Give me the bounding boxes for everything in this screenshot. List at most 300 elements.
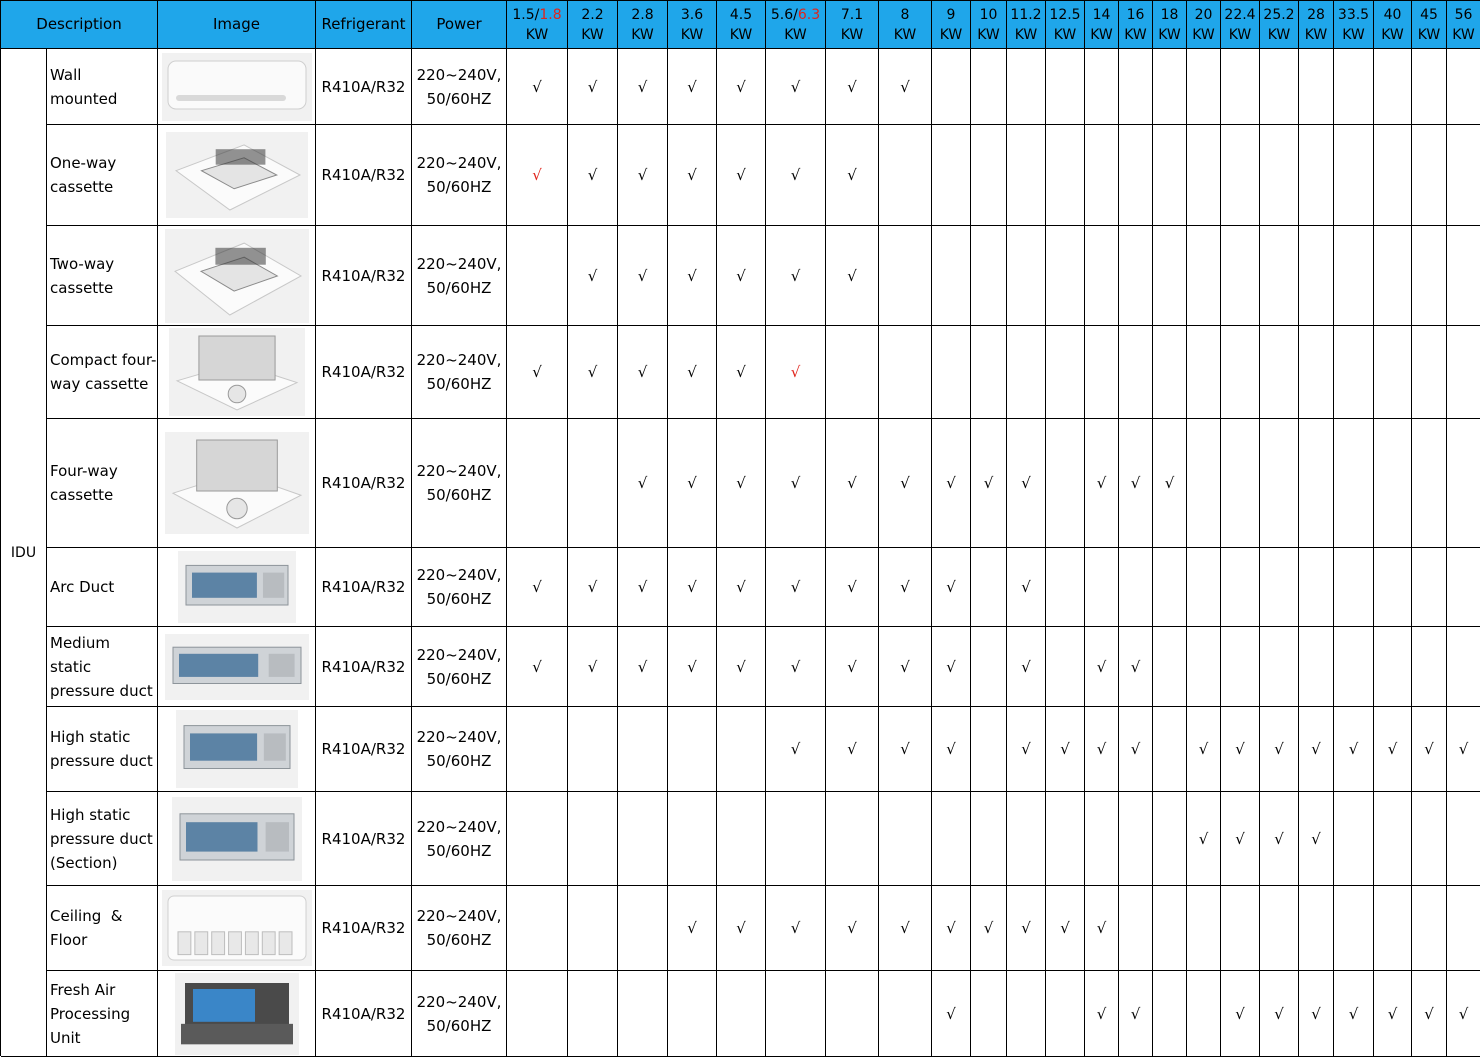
header-capacity-17	[1260, 1, 1299, 49]
capacity-cell	[668, 326, 717, 419]
capacity-cell	[1085, 419, 1119, 548]
capacity-cell	[1334, 419, 1374, 548]
capacity-cell	[879, 707, 932, 792]
capacity-cell	[717, 226, 766, 326]
refrigerant-value: R410A/R32	[321, 740, 406, 758]
row-image	[158, 419, 316, 548]
check-mark: √	[847, 266, 857, 285]
capacity-cell	[766, 125, 826, 226]
refrigerant-value: R410A/R32	[321, 578, 406, 596]
capacity-cell	[932, 548, 971, 627]
capacity-cell	[1046, 792, 1085, 886]
power-value	[417, 459, 502, 507]
capacity-cell	[879, 627, 932, 707]
check-mark: √	[587, 77, 598, 96]
description-text	[50, 63, 117, 111]
capacity-cell	[971, 707, 1007, 792]
capacity-cell	[668, 792, 717, 886]
capacity-cell	[1299, 971, 1334, 1057]
capacity-cell	[618, 125, 668, 226]
check-mark: √	[790, 363, 801, 381]
check-mark: √	[637, 363, 648, 381]
check-mark: √	[687, 919, 697, 937]
group-label-text: IDU	[10, 544, 37, 561]
capacity-value	[1127, 5, 1145, 25]
capacity-unit-label: KW	[1267, 26, 1291, 43]
capacity-cell	[1299, 125, 1334, 226]
check-mark: √	[1096, 740, 1107, 758]
power-line: 50/60HZ	[426, 590, 492, 608]
capacity-cell	[1447, 971, 1480, 1057]
capacity-number: 5.6/	[770, 6, 798, 23]
check-mark: √	[1235, 829, 1245, 848]
capacity-cell	[932, 627, 971, 707]
two-way-cassette-image	[165, 229, 309, 323]
capacity-number: 18	[1160, 6, 1179, 23]
capacity-cell	[1221, 226, 1260, 326]
header-refrigerant	[316, 1, 412, 49]
capacity-cell	[1374, 419, 1412, 548]
capacity-cell	[879, 792, 932, 886]
check-mark: √	[687, 578, 697, 596]
power-line: 50/60HZ	[426, 278, 492, 297]
row-refrigerant	[316, 627, 412, 707]
header-capacity-18	[1299, 1, 1334, 49]
capacity-cell	[1374, 125, 1412, 226]
refrigerant-value: R410A/R32	[321, 166, 406, 184]
capacity-cell	[717, 627, 766, 707]
capacity-cell	[826, 419, 879, 548]
capacity-cell	[568, 49, 618, 125]
row-refrigerant	[316, 125, 412, 226]
power-line: 50/60HZ	[426, 931, 492, 949]
capacity-cell	[1412, 419, 1447, 548]
capacity-cell	[1085, 792, 1119, 886]
capacity-cell	[766, 627, 826, 707]
check-mark: √	[900, 919, 910, 937]
check-mark: √	[790, 657, 801, 676]
check-mark: √	[1235, 740, 1245, 758]
capacity-cell	[1412, 226, 1447, 326]
capacity-unit	[1015, 25, 1038, 45]
capacity-cell	[1007, 792, 1046, 886]
capacity-cell	[1374, 792, 1412, 886]
capacity-cell	[1119, 548, 1153, 627]
capacity-cell	[1334, 971, 1374, 1057]
check-mark: √	[900, 77, 910, 96]
description-line: mounted	[50, 89, 118, 108]
capacity-cell	[1187, 886, 1221, 971]
check-mark: √	[587, 166, 598, 184]
description-line: High static	[50, 728, 131, 746]
capacity-cell	[1412, 548, 1447, 627]
header-capacity-8	[932, 1, 971, 49]
row-description	[47, 419, 158, 548]
header-capacity-19	[1334, 1, 1374, 49]
power-value	[417, 63, 502, 111]
capacity-number: 25.2	[1263, 6, 1295, 23]
capacity-cell	[1334, 792, 1374, 886]
power-line: 50/60HZ	[426, 375, 492, 393]
capacity-cell	[507, 49, 568, 125]
capacity-value	[947, 5, 956, 25]
capacity-cell	[1007, 548, 1046, 627]
capacity-cell	[1046, 326, 1085, 419]
row-power	[412, 792, 507, 886]
capacity-cell	[1412, 49, 1447, 125]
check-mark: √	[847, 657, 857, 676]
check-mark: √	[1130, 740, 1141, 758]
header-capacity-13	[1119, 1, 1153, 49]
row-image	[158, 627, 316, 707]
capacity-unit-label: KW	[784, 26, 807, 43]
description-line: One-way	[50, 154, 117, 172]
header-capacity-15	[1187, 1, 1221, 49]
capacity-cell	[932, 226, 971, 326]
check-mark: √	[900, 578, 910, 596]
check-mark: √	[946, 740, 956, 758]
description-text	[50, 252, 114, 300]
header-image-label: Image	[213, 15, 260, 33]
description-line: Compact four-	[50, 351, 157, 369]
capacity-number: 1.5/	[512, 6, 540, 23]
capacity-cell	[1085, 125, 1119, 226]
check-mark: √	[736, 919, 746, 937]
row-power	[412, 971, 507, 1057]
header-capacity-0	[507, 1, 568, 49]
check-mark: √	[983, 474, 994, 492]
capacity-cell	[1119, 419, 1153, 548]
capacity-cell	[1085, 971, 1119, 1057]
fresh-air-unit-image	[175, 973, 299, 1055]
capacity-cell	[766, 49, 826, 125]
capacity-cell	[717, 792, 766, 886]
capacity-cell	[1119, 971, 1153, 1057]
capacity-cell	[932, 886, 971, 971]
capacity-cell	[1007, 886, 1046, 971]
capacity-cell	[1046, 226, 1085, 326]
check-mark: √	[1198, 740, 1209, 758]
power-line: 220~240V,	[416, 65, 502, 84]
header-capacity-2	[618, 1, 668, 49]
check-mark: √	[532, 657, 542, 676]
wall-mounted-unit-image	[162, 53, 312, 121]
refrigerant-value: R410A/R32	[321, 657, 406, 676]
power-line: 50/60HZ	[426, 752, 492, 770]
description-line: pressure duct	[50, 681, 153, 700]
capacity-cell	[766, 707, 826, 792]
capacity-cell	[826, 627, 879, 707]
capacity-cell	[1153, 419, 1187, 548]
capacity-cell	[1153, 627, 1187, 707]
capacity-number: 7.1	[840, 6, 864, 23]
description-line: Unit	[50, 1028, 81, 1047]
header-capacity-1	[568, 1, 618, 49]
description-text	[50, 803, 153, 875]
capacity-value	[980, 5, 998, 25]
capacity-cell	[1187, 125, 1221, 226]
capacity-cell	[568, 548, 618, 627]
capacity-cell	[879, 326, 932, 419]
capacity-cell	[1007, 707, 1046, 792]
capacity-cell	[1334, 548, 1374, 627]
capacity-cell	[826, 125, 879, 226]
refrigerant-value: R410A/R32	[321, 919, 406, 937]
description-line: cassette	[50, 278, 114, 297]
check-mark: √	[1274, 1004, 1284, 1023]
check-mark: √	[790, 266, 801, 285]
capacity-cell	[1119, 226, 1153, 326]
description-line: (Section)	[50, 853, 118, 872]
power-value	[417, 904, 502, 952]
capacity-cell	[568, 125, 618, 226]
capacity-cell	[507, 707, 568, 792]
capacity-cell	[1299, 627, 1334, 707]
check-mark: √	[687, 657, 697, 676]
description-line: pressure duct	[50, 752, 153, 770]
capacity-cell	[766, 226, 826, 326]
capacity-number: 28	[1307, 6, 1325, 23]
header-capacity-10	[1007, 1, 1046, 49]
row-power	[412, 226, 507, 326]
description-line: cassette	[50, 178, 114, 196]
capacity-cell	[1153, 548, 1187, 627]
capacity-cell	[568, 886, 618, 971]
capacity-cell	[1085, 548, 1119, 627]
capacity-cell	[1046, 971, 1085, 1057]
check-mark: √	[1130, 474, 1141, 492]
power-line: 50/60HZ	[426, 1016, 492, 1035]
capacity-cell	[1299, 707, 1334, 792]
capacity-cell	[668, 419, 717, 548]
capacity-cell	[971, 49, 1007, 125]
capacity-number: 10	[979, 6, 998, 23]
capacity-cell	[717, 419, 766, 548]
capacity-unit-label: KW	[680, 26, 704, 43]
capacity-cell	[1374, 886, 1412, 971]
capacity-cell	[1374, 226, 1412, 326]
check-mark: √	[900, 474, 910, 492]
capacity-cell	[1412, 792, 1447, 886]
capacity-unit	[1452, 25, 1475, 45]
capacity-unit-label: KW	[1381, 26, 1404, 43]
capacity-cell	[1299, 792, 1334, 886]
capacity-cell	[1153, 971, 1187, 1057]
capacity-cell	[1119, 326, 1153, 419]
capacity-cell	[1412, 971, 1447, 1057]
capacity-cell	[826, 971, 879, 1057]
check-mark: √	[587, 578, 598, 596]
capacity-unit	[784, 25, 807, 45]
check-mark: √	[1274, 740, 1284, 758]
check-mark: √	[1096, 919, 1107, 937]
capacity-cell	[971, 226, 1007, 326]
capacity-cell	[1119, 125, 1153, 226]
power-line: 220~240V,	[416, 566, 502, 584]
capacity-unit	[631, 25, 654, 45]
row-power	[412, 419, 507, 548]
power-value	[417, 725, 502, 773]
power-line: 50/60HZ	[426, 841, 492, 860]
capacity-cell	[1412, 326, 1447, 419]
capacity-cell	[1085, 886, 1119, 971]
capacity-cell	[1412, 707, 1447, 792]
check-mark: √	[1130, 1004, 1141, 1023]
capacity-cell	[1046, 548, 1085, 627]
check-mark: √	[637, 77, 648, 96]
check-mark: √	[637, 657, 648, 676]
power-line: 220~240V,	[416, 462, 502, 480]
capacity-unit	[730, 25, 753, 45]
row-refrigerant	[316, 792, 412, 886]
capacity-cell	[879, 226, 932, 326]
capacity-cell	[507, 792, 568, 886]
capacity-cell	[971, 419, 1007, 548]
capacity-cell	[1007, 326, 1046, 419]
capacity-cell	[766, 326, 826, 419]
capacity-cell	[1119, 627, 1153, 707]
header-description-label: Description	[36, 15, 122, 33]
capacity-unit	[681, 25, 704, 45]
capacity-cell	[1153, 125, 1187, 226]
check-mark: √	[1096, 1004, 1107, 1023]
capacity-cell	[1007, 971, 1046, 1057]
capacity-value	[681, 5, 703, 25]
description-text	[50, 725, 153, 773]
capacity-cell	[1007, 419, 1046, 548]
capacity-cell	[971, 548, 1007, 627]
capacity-cell	[879, 886, 932, 971]
description-line: Fresh Air	[50, 980, 116, 999]
capacity-cell	[507, 226, 568, 326]
capacity-cell	[568, 326, 618, 419]
header-capacity-3	[668, 1, 717, 49]
capacity-cell	[568, 419, 618, 548]
check-mark: √	[946, 657, 956, 676]
check-mark: √	[1130, 657, 1141, 676]
capacity-cell	[568, 707, 618, 792]
capacity-unit	[1418, 25, 1441, 45]
row-description	[47, 792, 158, 886]
check-mark: √	[1021, 578, 1031, 596]
check-mark: √	[900, 740, 910, 758]
description-line: way cassette	[50, 375, 149, 393]
capacity-value	[1263, 5, 1294, 25]
capacity-value	[730, 5, 752, 25]
capacity-cell	[932, 125, 971, 226]
capacity-cell	[717, 49, 766, 125]
capacity-value	[631, 5, 653, 25]
capacity-cell	[879, 125, 932, 226]
capacity-cell	[1447, 125, 1480, 226]
capacity-unit	[977, 25, 1000, 45]
capacity-unit	[1305, 25, 1328, 45]
row-refrigerant	[316, 886, 412, 971]
check-mark: √	[587, 363, 598, 381]
capacity-cell	[568, 971, 618, 1057]
capacity-cell	[1447, 707, 1480, 792]
capacity-unit	[841, 25, 864, 45]
capacity-value	[581, 5, 603, 25]
capacity-cell	[507, 971, 568, 1057]
capacity-cell	[717, 707, 766, 792]
capacity-unit-label: KW	[581, 26, 604, 43]
row-refrigerant	[316, 226, 412, 326]
capacity-cell	[1046, 886, 1085, 971]
capacity-number: 2.2	[581, 6, 604, 23]
capacity-cell	[932, 971, 971, 1057]
capacity-cell	[1221, 49, 1260, 125]
capacity-cell	[1046, 125, 1085, 226]
capacity-cell	[1447, 226, 1480, 326]
capacity-cell	[1119, 886, 1153, 971]
header-capacity-4	[717, 1, 766, 49]
capacity-value	[901, 5, 910, 25]
description-line: Four-way	[50, 462, 118, 480]
power-value	[417, 815, 502, 863]
row-description	[47, 49, 158, 125]
row-image	[158, 886, 316, 971]
capacity-unit	[1229, 25, 1252, 45]
header-refrigerant-label: Refrigerant	[321, 15, 406, 33]
capacity-value	[1455, 5, 1473, 25]
capacity-unit-label: KW	[1124, 26, 1147, 43]
description-text	[50, 575, 114, 599]
check-mark: √	[946, 919, 956, 937]
check-mark: √	[532, 363, 542, 381]
header-capacity-21	[1412, 1, 1447, 49]
check-mark: √	[1021, 740, 1031, 758]
check-mark: √	[1348, 740, 1359, 758]
check-mark: √	[983, 919, 994, 937]
refrigerant-value: R410A/R32	[321, 1004, 406, 1023]
capacity-unit-label: KW	[1192, 26, 1215, 43]
capacity-number: 4.5	[729, 6, 753, 23]
capacity-value	[1010, 5, 1041, 25]
capacity-cell	[1187, 971, 1221, 1057]
row-image	[158, 125, 316, 226]
check-mark: √	[736, 474, 746, 492]
capacity-cell	[766, 792, 826, 886]
capacity-cell	[1046, 419, 1085, 548]
description-line: static	[50, 657, 92, 676]
one-way-cassette-image	[166, 132, 308, 218]
capacity-unit-label: KW	[1158, 26, 1181, 43]
capacity-cell	[1299, 326, 1334, 419]
group-label-idu	[1, 49, 47, 1057]
capacity-cell	[1260, 707, 1299, 792]
capacity-value	[1338, 5, 1369, 25]
capacity-number: 2.8	[631, 6, 654, 23]
power-line: 220~240V,	[416, 817, 502, 836]
capacity-cell	[618, 419, 668, 548]
capacity-cell	[668, 627, 717, 707]
capacity-cell	[507, 419, 568, 548]
description-text	[50, 459, 118, 507]
description-line: Medium	[50, 633, 110, 652]
header-description	[1, 1, 158, 49]
capacity-cell	[618, 226, 668, 326]
capacity-cell	[717, 326, 766, 419]
row-image	[158, 707, 316, 792]
power-value	[417, 151, 502, 199]
check-mark: √	[1021, 657, 1031, 676]
capacity-cell	[932, 49, 971, 125]
capacity-cell	[971, 792, 1007, 886]
arc-duct-image	[178, 551, 296, 623]
capacity-unit-label: KW	[840, 26, 864, 43]
refrigerant-value: R410A/R32	[321, 474, 406, 492]
